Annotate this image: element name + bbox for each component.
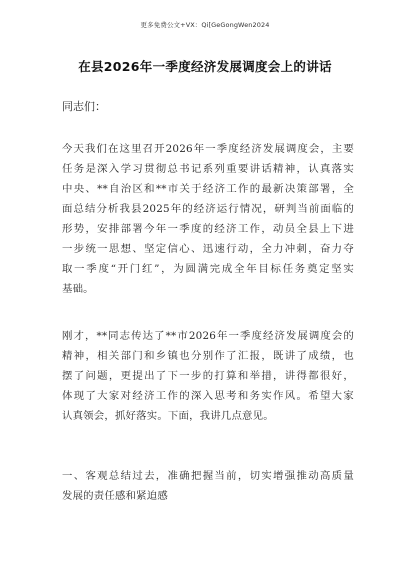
salutation: 同志们： [62, 100, 106, 113]
paragraph-line: 一步统一思想、坚定信心、迅速行动，全力冲刺，奋力夺 [62, 243, 354, 255]
paragraph-line: 今天我们在这里召开2026年一季度经济发展调度会，主要 [62, 143, 354, 155]
paragraph-line: 刚才，**同志传达了**市2026年一季度经济发展调度会的 [62, 330, 354, 342]
paragraph-line: 精神，相关部门和乡镇也分别作了汇报，既讲了成绩，也 [62, 350, 354, 362]
paragraph-line: 基础。 [62, 283, 94, 295]
paragraph-line: 摆了问题，更提出了下一步的打算和举措，讲得都很好， [62, 370, 354, 382]
section-heading-line: 一、客观总结过去，准确把握当前，切实增强推动高质量 [62, 470, 354, 482]
paragraph-line: 面总结分析我县2025年的经济运行情况，研判当前面临的 [62, 203, 354, 215]
header-note: 更多免费公文+VX：Qi[GeGongWen2024 [140, 21, 270, 29]
paragraph-line: 认真领会，抓好落实。下面，我讲几点意见。 [62, 410, 274, 422]
section-heading-line: 发展的责任感和紧迫感 [62, 490, 168, 502]
paragraph-line: 体现了大家对经济工作的深入思考和务实作风。希望大家 [62, 390, 354, 402]
paragraph-line: 形势，安排部署今年一季度的经济工作，动员全县上下进 [62, 223, 354, 235]
document-title: 在县2026年一季度经济发展调度会上的讲话 [78, 59, 332, 74]
paragraph-opening [62, 139, 354, 299]
section-heading [62, 466, 354, 506]
paragraph-line: 任务是深入学习贯彻总书记系列重要讲话精神，认真落实 [62, 163, 354, 175]
paragraph-line: 中央、**自治区和**市关于经济工作的最新决策部署，全 [62, 183, 354, 195]
paragraph-line: 取一季度“开门红”，为圆满完成全年目标任务奠定坚实 [62, 263, 354, 275]
paragraph-review [62, 326, 354, 426]
